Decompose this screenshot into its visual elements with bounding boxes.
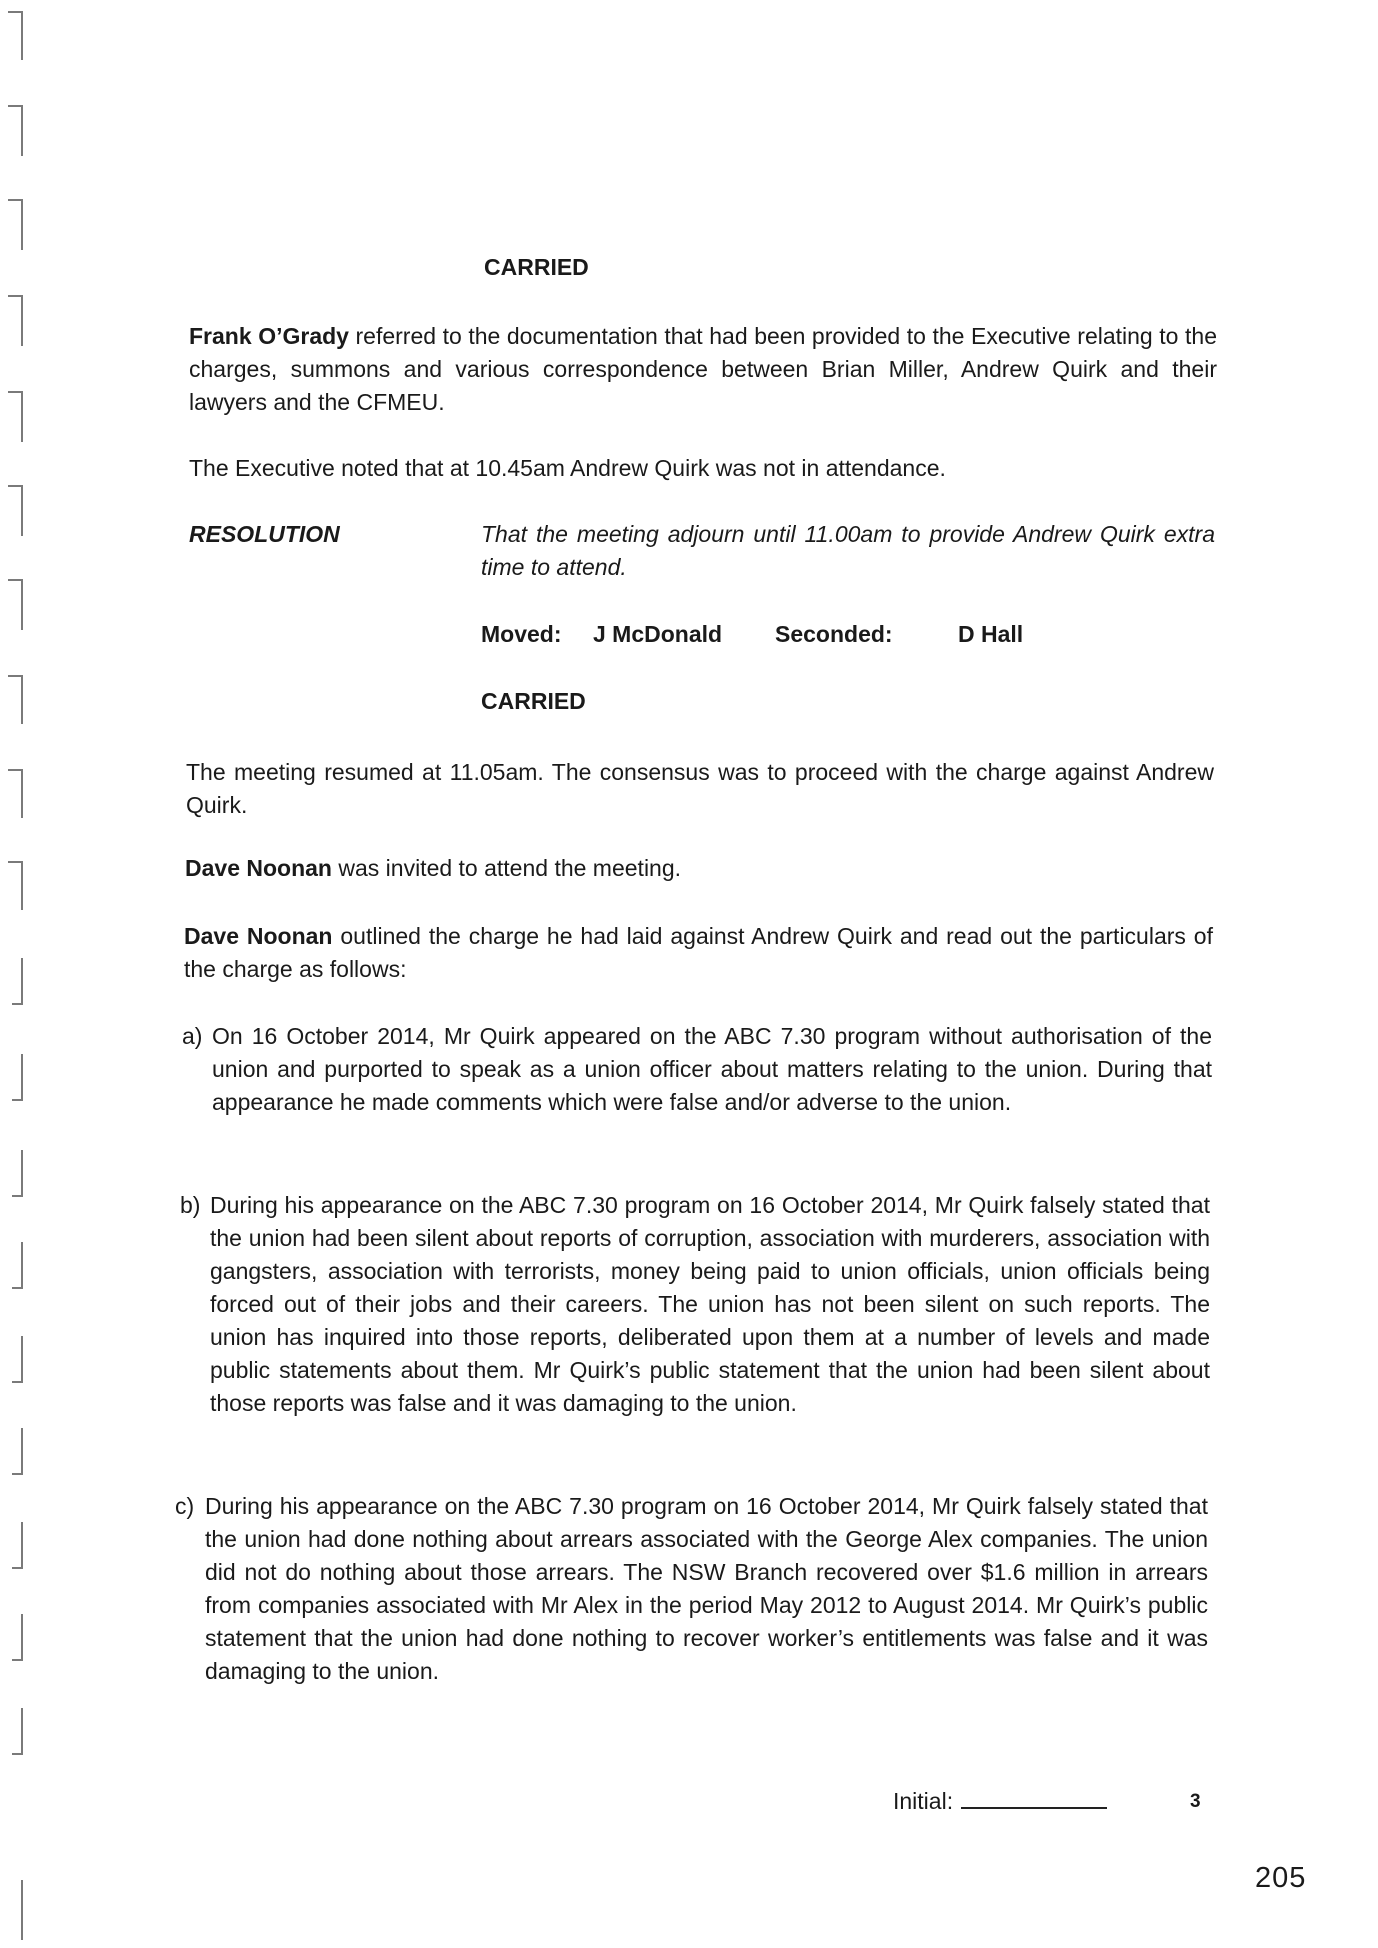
item-text: On 16 October 2014, Mr Quirk appeared on the ABC 7.30 program without authorisation of the union and purported to speak as a union officer about matters relating to the union. During that appearance he made comments which were false and/or adverse to the union.: [212, 1023, 1212, 1115]
initial-field: [893, 1788, 1107, 1815]
stamp-number: 205: [1255, 1862, 1307, 1894]
binder-marks: [0, 0, 40, 1948]
paragraph-outlined: [184, 920, 1213, 986]
item-label: c): [175, 1493, 195, 1519]
paragraph-text: outlined the charge he had laid against Andrew Quirk and read out the particulars of the charge as follows:: [184, 923, 1213, 982]
paragraph-noted: The Executive noted that at 10.45am Andrew Quirk was not in attendance.: [189, 455, 946, 481]
person-name: Frank O’Grady: [189, 323, 349, 349]
person-name: Dave Noonan: [185, 855, 332, 881]
paragraph-ogrady: [189, 320, 1217, 419]
seconded-value: D Hall: [958, 621, 1024, 647]
item-text: During his appearance on the ABC 7.30 program on 16 October 2014, Mr Quirk falsely stated that the union had done nothing about arrears associated with the George Alex companies. The union did not do nothing about those arrears. The NSW Branch recovered over $1.6 million in arrears from companies associated with Mr Alex in the period May 2012 to August 2014. Mr Quirk’s public statement that the union had done nothing to recover worker’s entitlements was false and it was damaging to the union.: [205, 1493, 1208, 1684]
page-number: 3: [1190, 1791, 1201, 1812]
resolution-text: That the meeting adjourn until 11.00am to provide Andrew Quirk extra time to attend.: [481, 521, 1215, 580]
particular-item: [180, 1189, 1210, 1499]
carried-heading: CARRIED: [481, 688, 586, 714]
seconded-label: Seconded:: [775, 621, 893, 647]
paragraph-text: referred to the documentation that had been provided to the Executive relating to the charges, summons and various correspondence between Brian Miller, Andrew Quirk and their lawyers and the CFMEU.: [189, 323, 1217, 415]
moved-value: J McDonald: [593, 621, 723, 647]
carried-heading: CARRIED: [484, 254, 589, 280]
item-text: During his appearance on the ABC 7.30 program on 16 October 2014, Mr Quirk falsely stated that the union had been silent about reports of corruption, association with murderers, association with gangsters, association with terrorists, money being paid to union officials, union officials being forced out of their jobs and their careers. The union has not been silent on such reports. The union has inquired into those reports, deliberated upon them at a number of levels and made public statements about them. Mr Quirk’s public statement that the union had been silent about those reports was false and it was damaging to the union.: [210, 1192, 1210, 1416]
paragraph-resumed: The meeting resumed at 11.05am. The consensus was to proceed with the charge against Andrew Quirk.: [186, 759, 1214, 818]
moved-label: Moved:: [481, 621, 562, 647]
person-name: Dave Noonan: [184, 923, 333, 949]
item-label: b): [180, 1192, 201, 1218]
resolution-label: RESOLUTION: [189, 521, 340, 547]
paragraph-text: was invited to attend the meeting.: [331, 855, 682, 881]
initial-blank-line: [961, 1789, 1107, 1809]
initial-label: Initial:: [893, 1788, 954, 1814]
particular-item: [175, 1490, 1208, 1700]
paragraph-invited: [185, 852, 1213, 885]
item-label: a): [182, 1023, 203, 1049]
particular-item: [182, 1020, 1212, 1160]
